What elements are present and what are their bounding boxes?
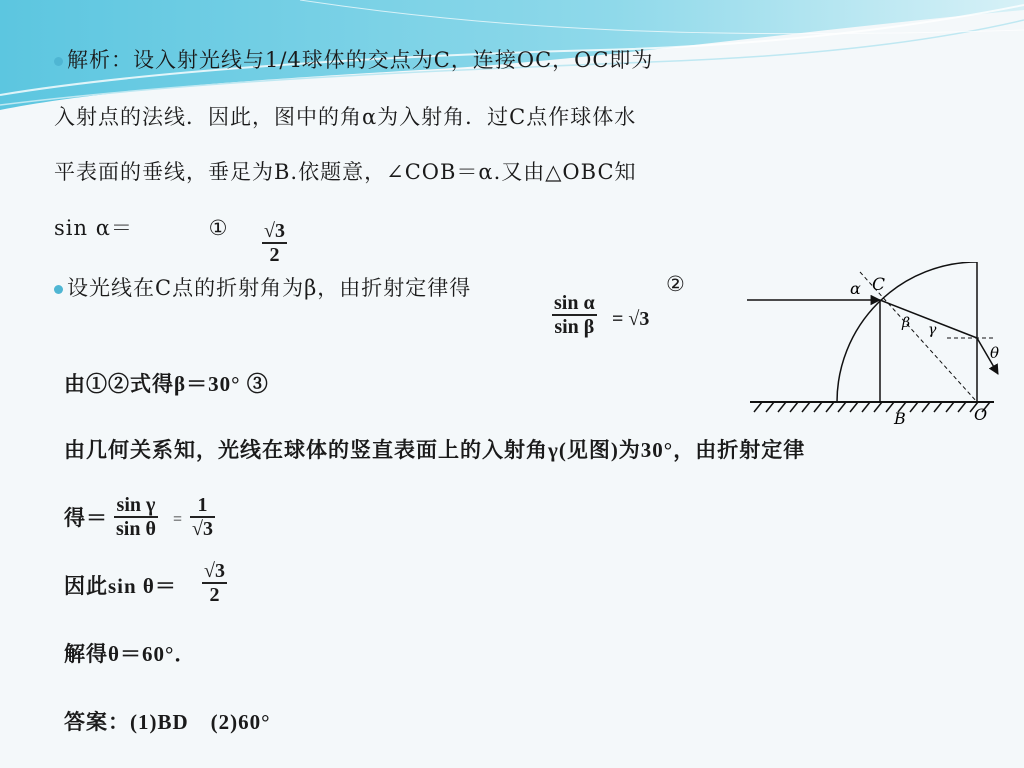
solution-text-1: 解析：设入射光线与1/4球体的交点为C，连接OC，OC即为 [67, 48, 654, 72]
fraction-numerator: √3 [204, 560, 225, 582]
bullet-icon [54, 285, 63, 294]
solution-line-4 [54, 212, 228, 242]
fraction-sqrt3-over-2-a [262, 220, 287, 266]
fraction-sqrt3-over-2-b [202, 560, 227, 606]
answer-line: 答案：(1)BD (2)60° [64, 710, 271, 734]
fraction-sin-alpha-over-sin-beta [552, 292, 597, 338]
point-o-label: O [974, 405, 988, 424]
solution-line-3: 平表面的垂线，垂足为B.依题意，∠COB＝α.又由△OBC知 [54, 160, 637, 184]
fraction-numerator: sin α [554, 292, 595, 314]
solution-line-5 [54, 272, 471, 302]
solution-line-2: 入射点的法线．因此，图中的角α为入射角．过C点作球体水 [54, 105, 637, 129]
ground-hatching [754, 402, 990, 412]
fraction-denominator: sin θ [116, 518, 156, 540]
equals-sign: = [173, 511, 183, 528]
equals-sqrt3: = √3 [612, 308, 650, 330]
equation-marker-2: ② [666, 272, 686, 296]
theta-label: θ [990, 344, 1000, 362]
sin-alpha-label: sin α＝ [54, 216, 133, 240]
fraction-denominator: 2 [262, 242, 287, 266]
alpha-label: α [850, 279, 861, 298]
fraction-denominator: √3 [192, 518, 213, 540]
solution-line-8: 得＝ [64, 506, 108, 530]
solution-line-6: 由①②式得β＝30° ③ [64, 372, 269, 396]
solution-line-7: 由几何关系知，光线在球体的竖直表面上的入射角γ(见图)为30°，由折射定律 [64, 438, 806, 462]
fraction-numerator: sin γ [116, 494, 156, 516]
fraction-sin-gamma-over-sin-theta [114, 494, 158, 540]
gamma-label: γ [928, 322, 937, 338]
equation-marker-1: ① [208, 216, 229, 240]
refraction-diagram [732, 262, 1002, 432]
fraction-numerator: √3 [264, 220, 285, 242]
bullet-icon [54, 57, 63, 66]
beta-label: β [902, 315, 911, 331]
point-b-label: B [894, 409, 906, 428]
fraction-denominator: 2 [202, 582, 227, 606]
fraction-1-over-sqrt3 [190, 494, 215, 540]
point-c-label: C [872, 275, 886, 295]
solution-line-9: 因此sin θ＝ [64, 574, 177, 598]
solution-line-10: 解得θ＝60°． [64, 642, 197, 666]
refraction-text: 设光线在C点的折射角为β，由折射定律得 [67, 276, 472, 300]
solution-line-1 [54, 44, 653, 74]
fraction-denominator: sin β [552, 314, 597, 338]
fraction-numerator: 1 [197, 494, 208, 516]
